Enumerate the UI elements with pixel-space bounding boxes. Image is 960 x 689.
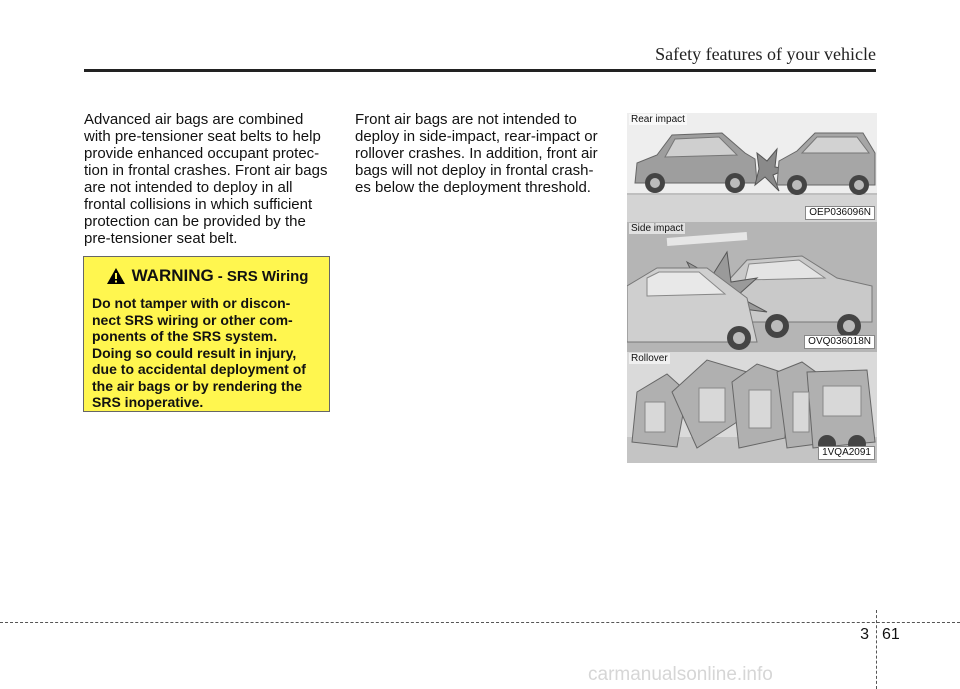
text-line: Front air bags are not intended to bbox=[355, 111, 577, 128]
warning-line: SRS inoperative. bbox=[92, 394, 204, 410]
figure-label: Rear impact bbox=[631, 114, 685, 125]
warning-triangle-icon bbox=[106, 267, 126, 285]
warning-line: Doing so could result in injury, bbox=[92, 344, 297, 361]
rollover-figure bbox=[627, 352, 877, 463]
warning-line: ponents of the SRS system. bbox=[92, 328, 278, 344]
text-line: with pre-tensioner seat belts to help bbox=[84, 128, 321, 145]
text-line: tion in frontal crashes. Front air bags bbox=[84, 162, 328, 179]
page-number: 61 bbox=[882, 626, 900, 643]
text-line: Advanced air bags are combined bbox=[84, 111, 304, 128]
warning-box bbox=[83, 256, 330, 412]
warning-title: WARNING bbox=[131, 266, 214, 285]
warning-line: the air bags or by rendering the bbox=[92, 377, 303, 394]
warning-heading bbox=[92, 266, 322, 286]
figure-code: 1VQA2091 bbox=[818, 446, 875, 460]
text-line: es below the deployment threshold. bbox=[355, 179, 591, 196]
rear-impact-figure bbox=[627, 113, 877, 223]
left-column-text bbox=[84, 111, 333, 247]
footer-divider bbox=[876, 610, 877, 689]
text-line: provide enhanced occupant protec- bbox=[84, 145, 320, 162]
text-line: protection can be provided by the bbox=[84, 213, 306, 230]
chapter-number: 3 bbox=[860, 626, 869, 643]
figure-code: OEP036096N bbox=[805, 206, 875, 220]
text-line: bags will not deploy in frontal crash- bbox=[355, 162, 594, 179]
text-line: are not intended to deploy in all bbox=[84, 179, 293, 196]
text-line: deploy in side-impact, rear-impact or bbox=[355, 128, 598, 145]
text-line: rollover crashes. In addition, front air bbox=[355, 145, 598, 162]
text-line: frontal collisions in which sufficient bbox=[84, 196, 313, 213]
warning-body bbox=[92, 295, 322, 411]
watermark-text: carmanualsonline.info bbox=[588, 664, 773, 685]
warning-line: nect SRS wiring or other com- bbox=[92, 311, 293, 328]
footer-rule bbox=[0, 622, 960, 623]
page-header-title: Safety features of your vehicle bbox=[655, 44, 876, 64]
header-rule bbox=[84, 69, 876, 72]
figure-code: OVQ036018N bbox=[804, 335, 875, 349]
warning-line: due to accidental deployment of bbox=[92, 361, 306, 377]
figure-label: Rollover bbox=[631, 353, 668, 364]
right-column-text bbox=[355, 111, 604, 196]
warning-line: Do not tamper with or discon- bbox=[92, 295, 291, 311]
side-impact-figure bbox=[627, 222, 877, 352]
figure-label: Side impact bbox=[631, 223, 684, 234]
text-line: pre-tensioner seat belt. bbox=[84, 230, 238, 247]
warning-subtitle: - SRS Wiring bbox=[217, 267, 309, 285]
side-impact-illustration bbox=[627, 222, 877, 352]
